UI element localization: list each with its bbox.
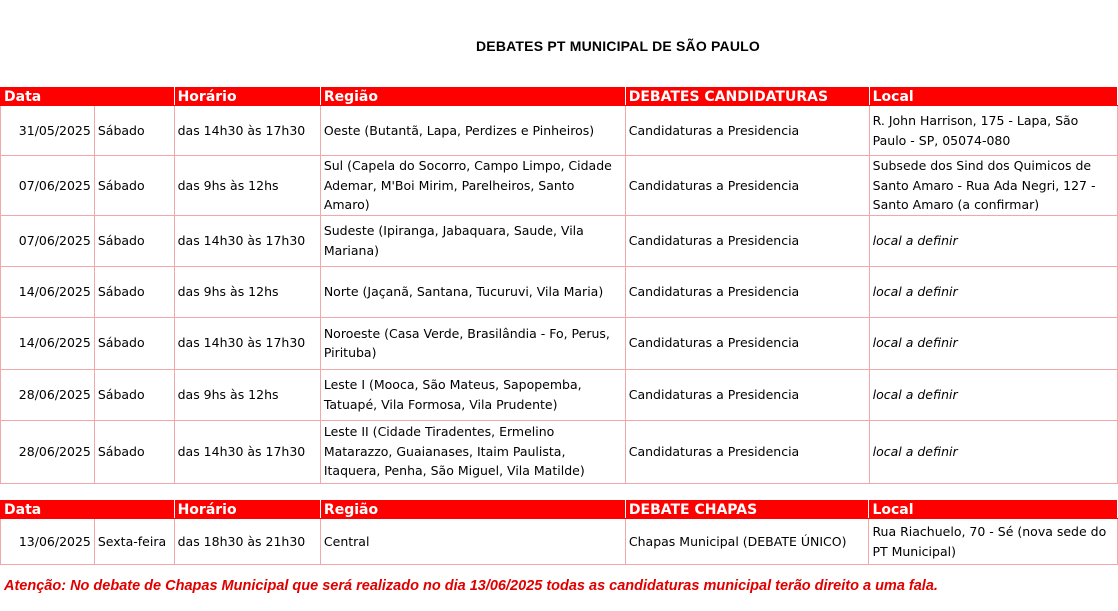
date-cell: 07/06/2025	[1, 156, 95, 216]
weekday-cell: Sábado	[94, 156, 174, 216]
date-cell: 28/06/2025	[1, 369, 95, 420]
header-debate-chapas: DEBATE CHAPAS	[625, 501, 869, 519]
page-title: DEBATES PT MUNICIPAL DE SÃO PAULO	[475, 38, 761, 54]
header-regiao: Região	[320, 88, 625, 106]
region-cell: Oeste (Butantã, Lapa, Perdizes e Pinheiros)	[320, 106, 625, 156]
time-cell: das 14h30 às 17h30	[174, 106, 320, 156]
header-local: Local	[869, 501, 1118, 519]
header-data: Data	[1, 88, 175, 106]
time-cell: das 18h30 às 21h30	[174, 519, 320, 565]
table-row	[1, 519, 1118, 565]
weekday-cell: Sábado	[94, 369, 174, 420]
local-cell: local a definir	[869, 420, 1117, 483]
table-header-row	[1, 88, 1118, 106]
weekday-cell: Sexta-feira	[94, 519, 174, 565]
schedule-table-candidaturas	[0, 87, 1118, 484]
table-row	[1, 215, 1118, 266]
weekday-cell: Sábado	[94, 266, 174, 317]
region-cell: Leste II (Cidade Tiradentes, Ermelino Matarazzo, Guaianases, Itaim Paulista, Itaquera, Penha, São Miguel, Vila Matilde)	[320, 420, 625, 483]
local-cell: local a definir	[869, 215, 1117, 266]
table-row	[1, 156, 1118, 216]
local-cell: local a definir	[869, 369, 1117, 420]
weekday-cell: Sábado	[94, 420, 174, 483]
debate-cell: Candidaturas a Presidencia	[625, 215, 869, 266]
debate-cell: Chapas Municipal (DEBATE ÚNICO)	[625, 519, 869, 565]
table-row	[1, 369, 1118, 420]
local-cell: Subsede dos Sind dos Quimicos de Santo Amaro - Rua Ada Negri, 127 - Santo Amaro (a confirmar)	[869, 156, 1117, 216]
debate-cell: Candidaturas a Presidencia	[625, 420, 869, 483]
header-data: Data	[1, 501, 175, 519]
table-row	[1, 266, 1118, 317]
header-horario: Horário	[174, 88, 320, 106]
header-local: Local	[869, 88, 1117, 106]
local-cell: Rua Riachuelo, 70 - Sé (nova sede do PT Municipal)	[869, 519, 1118, 565]
time-cell: das 9hs às 12hs	[174, 266, 320, 317]
header-regiao: Região	[320, 501, 625, 519]
date-cell: 28/06/2025	[1, 420, 95, 483]
weekday-cell: Sábado	[94, 106, 174, 156]
time-cell: das 14h30 às 17h30	[174, 317, 320, 369]
time-cell: das 14h30 às 17h30	[174, 420, 320, 483]
region-cell: Sul (Capela do Socorro, Campo Limpo, Cidade Ademar, M'Boi Mirim, Parelheiros, Santo Amaro)	[320, 156, 625, 216]
table-header-row	[1, 501, 1118, 519]
date-cell: 13/06/2025	[1, 519, 95, 565]
date-cell: 14/06/2025	[1, 266, 95, 317]
region-cell: Noroeste (Casa Verde, Brasilândia - Fo, Perus, Pirituba)	[320, 317, 625, 369]
table-row	[1, 420, 1118, 483]
weekday-cell: Sábado	[94, 317, 174, 369]
weekday-cell: Sábado	[94, 215, 174, 266]
debate-cell: Candidaturas a Presidencia	[625, 317, 869, 369]
time-cell: das 14h30 às 17h30	[174, 215, 320, 266]
time-cell: das 9hs às 12hs	[174, 156, 320, 216]
date-cell: 31/05/2025	[1, 106, 95, 156]
time-cell: das 9hs às 12hs	[174, 369, 320, 420]
local-cell: local a definir	[869, 266, 1117, 317]
table-row	[1, 317, 1118, 369]
region-cell: Norte (Jaçanã, Santana, Tucuruvi, Vila Maria)	[320, 266, 625, 317]
table-row	[1, 106, 1118, 156]
debate-cell: Candidaturas a Presidencia	[625, 369, 869, 420]
region-cell: Sudeste (Ipiranga, Jabaquara, Saude, Vila Mariana)	[320, 215, 625, 266]
debate-cell: Candidaturas a Presidencia	[625, 106, 869, 156]
schedule-table-chapas	[0, 500, 1118, 565]
date-cell: 07/06/2025	[1, 215, 95, 266]
local-cell: R. John Harrison, 175 - Lapa, São Paulo - SP, 05074-080	[869, 106, 1117, 156]
debate-cell: Candidaturas a Presidencia	[625, 266, 869, 317]
header-debates: DEBATES CANDIDATURAS	[625, 88, 869, 106]
region-cell: Central	[320, 519, 625, 565]
date-cell: 14/06/2025	[1, 317, 95, 369]
region-cell: Leste I (Mooca, São Mateus, Sapopemba, Tatuapé, Vila Formosa, Vila Prudente)	[320, 369, 625, 420]
debate-cell: Candidaturas a Presidencia	[625, 156, 869, 216]
header-horario: Horário	[174, 501, 320, 519]
footnote-warning: Atenção: No debate de Chapas Municipal que será realizado no dia 13/06/2025 todas as candidaturas municipal terão direito a uma fala.	[4, 578, 938, 594]
local-cell: local a definir	[869, 317, 1117, 369]
